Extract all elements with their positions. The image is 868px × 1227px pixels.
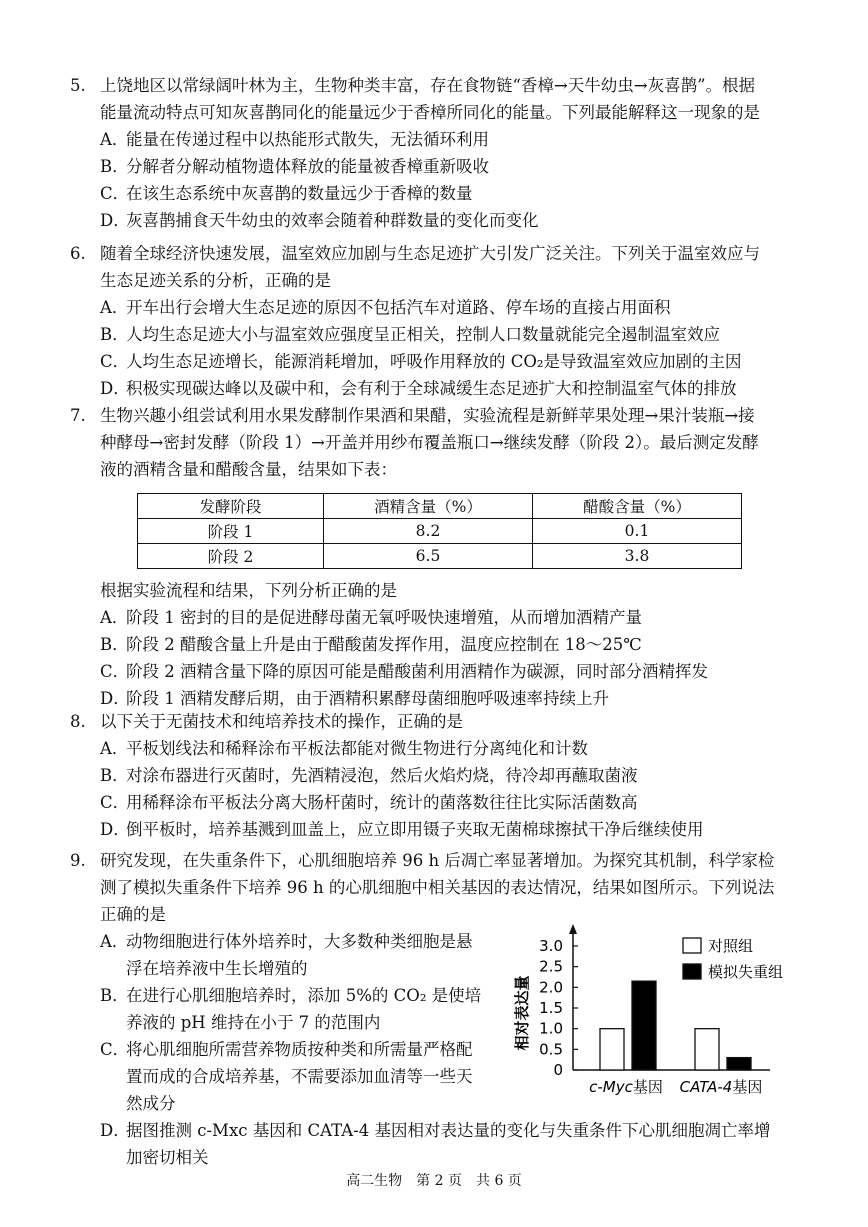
option-a: A．平板划线法和稀释涂布平板法都能对微生物进行分离纯化和计数 <box>100 739 588 758</box>
option-d: D．据图推测 c-Mxc 基因和 CATA-4 基因相对表达量的变化与失重条件下心肌细胞凋亡率增 <box>100 1121 771 1140</box>
option-d: D．阶段 1 酒精发酵后期，由于酒精积累酵母菌细胞呼吸速率持续上升 <box>100 689 609 708</box>
question-8 <box>70 708 810 843</box>
gene-name: CATA-4 <box>679 1078 733 1096</box>
gene-suffix: 基因 <box>732 1078 763 1096</box>
question-9-stem-line-2: 测了模拟失重条件下培养 96 h 的心肌细胞中相关基因的表达情况，结果如图所示。下列说法 <box>100 878 775 897</box>
bar <box>632 981 656 1070</box>
option-c: C．人均生态足迹增长，能源消耗增加，呼吸作用释放的 CO₂是导致温室效应加剧的主因 <box>100 352 742 371</box>
question-9-stem-line-1: 9. 研究发现，在失重条件下，心肌细胞培养 96 h 后凋亡率显著增加。为探究其机制，科学家检 <box>70 851 775 870</box>
table-header: 醋酸含量（%） <box>533 494 742 519</box>
gene-expression-bar-chart <box>505 918 810 1108</box>
question-5 <box>70 72 810 234</box>
option-d: D．倒平板时，培养基溅到皿盖上，应立即用镊子夹取无菌棉球擦拭干净后继续使用 <box>100 820 704 839</box>
x-tick-label <box>589 1078 663 1096</box>
fermentation-table <box>137 493 742 569</box>
gene-suffix: 基因 <box>632 1078 663 1096</box>
option-c: C．将心肌细胞所需营养物质按种类和所需量严格配 <box>100 1040 473 1059</box>
option-d: D．积极实现碳达峰以及碳中和，会有利于全球减缓生态足迹扩大和控制温室气体的排放 <box>100 379 737 398</box>
question-9-stem-line-3: 正确的是 <box>100 905 166 924</box>
question-7 <box>70 402 810 483</box>
table-cell: 0.1 <box>533 519 742 544</box>
option-c-cont: 然成分 <box>126 1094 176 1113</box>
option-b-cont: 养液的 pH 维持在小于 7 的范围内 <box>126 1013 381 1032</box>
table-row <box>138 544 742 569</box>
legend-label: 对照组 <box>708 937 754 955</box>
question-6-stem-line-2: 生态足迹关系的分析，正确的是 <box>100 271 331 290</box>
question-5-stem-line-1: 5. 上饶地区以常绿阔叶林为主，生物种类丰富，存在食物链“香樟→天牛幼虫→灰喜鹊”。根据 <box>70 72 810 99</box>
bar <box>727 1058 751 1070</box>
y-tick-label: 0.5 <box>539 1040 563 1059</box>
question-number: 5. <box>70 76 86 95</box>
legend-swatch <box>683 938 701 953</box>
option-c-cont: 置而成的合成培养基，不需要添加血清等一些天 <box>126 1067 473 1086</box>
question-8-stem-line-1: 8. 以下关于无菌技术和纯培养技术的操作，正确的是 <box>70 712 463 731</box>
option-b: B．在进行心肌细胞培养时，添加 5%的 CO₂ 是使培 <box>100 986 482 1005</box>
page-footer: 高二生物 第 2 页 共 6 页 <box>346 1173 522 1189</box>
option-a: A．能量在传递过程中以热能形式散失，无法循环利用 <box>100 130 489 149</box>
table-cell: 阶段 1 <box>138 519 324 544</box>
question-7-stem-line-2: 种酵母→密封发酵（阶段 1）→开盖并用纱布覆盖瓶口→继续发酵（阶段 2）。最后测定发酵 <box>100 433 759 452</box>
y-tick-label: 3.0 <box>539 937 563 955</box>
legend <box>683 937 783 981</box>
option-c: C．在该生态系统中灰喜鹊的数量远少于香樟的数量 <box>100 184 473 203</box>
option-a: A．阶段 1 密封的目的是促进酵母菌无氧呼吸快速增殖，从而增加酒精产量 <box>100 608 642 627</box>
question-6 <box>70 240 810 402</box>
y-axis-label: 相对表达量 <box>513 975 531 1051</box>
table-row <box>138 519 742 544</box>
table-cell: 6.5 <box>324 544 533 569</box>
y-tick-label: 1.5 <box>539 999 563 1017</box>
option-c: C．阶段 2 酒精含量下降的原因可能是醋酸菌利用酒精作为碳源，同时部分酒精挥发 <box>100 662 708 681</box>
gene-name: c-Myc <box>589 1078 633 1096</box>
legend-swatch <box>683 964 701 979</box>
option-b: B．对涂布器进行灭菌时，先酒精浸泡，然后火焰灼烧，待冷却再蘸取菌液 <box>100 766 638 785</box>
question-7-after-table: 根据实验流程和结果，下列分析正确的是 <box>100 581 397 600</box>
question-7-stem-line-3: 液的酒精含量和醋酸含量，结果如下表： <box>100 460 397 479</box>
bar <box>695 1029 719 1070</box>
bars <box>600 981 751 1070</box>
option-a: A．开车出行会增大生态足迹的原因不包括汽车对道路、停车场的直接占用面积 <box>100 298 671 317</box>
table-cell: 3.8 <box>533 544 742 569</box>
legend-label: 模拟失重组 <box>708 963 784 981</box>
y-axis-arrow <box>569 924 577 934</box>
question-5-stem-line-2: 能量流动特点可知灰喜鹊同化的能量远少于香樟所同化的能量。下列最能解释这一现象的是 <box>100 103 760 122</box>
bar <box>600 1029 624 1070</box>
option-b: B．阶段 2 醋酸含量上升是由于醋酸菌发挥作用，温度应控制在 18～25℃ <box>100 635 642 654</box>
table-header-row <box>138 494 742 519</box>
option-d: D．灰喜鹊捕食天牛幼虫的效率会随着种群数量的变化而变化 <box>100 211 539 230</box>
x-tick-label <box>680 1078 763 1096</box>
y-tick-label: 0 <box>553 1061 563 1079</box>
option-d-cont: 加密切相关 <box>126 1148 209 1167</box>
option-a: A．动物细胞进行体外培养时，大多数种类细胞是悬 <box>100 932 473 951</box>
question-6-stem-line-1: 6. 随着全球经济快速发展，温室效应加剧与生态足迹扩大引发广泛关注。下列关于温室效应与 <box>70 244 760 263</box>
y-tick-label: 1.0 <box>539 1019 563 1038</box>
option-c: C．用稀释涂布平板法分离大肠杆菌时，统计的菌落数往往比实际活菌数高 <box>100 793 638 812</box>
table-header: 酒精含量（%） <box>324 494 533 519</box>
table-cell: 8.2 <box>324 519 533 544</box>
y-tick-label: 2.0 <box>539 978 563 997</box>
question-7-options <box>70 577 810 712</box>
y-tick-label: 2.5 <box>539 957 563 976</box>
option-b: B．人均生态足迹大小与温室效应强度呈正相关，控制人口数量就能完全遏制温室效应 <box>100 325 720 344</box>
table-header: 发酵阶段 <box>138 494 324 519</box>
table-cell: 阶段 2 <box>138 544 324 569</box>
option-a-cont: 浮在培养液中生长增殖的 <box>126 959 308 978</box>
option-b: B．分解者分解动植物遗体释放的能量被香樟重新吸收 <box>100 157 489 176</box>
question-7-stem-line-1: 7. 生物兴趣小组尝试利用水果发酵制作果酒和果醋，实验流程是新鲜苹果处理→果汁装瓶→接 <box>70 406 755 425</box>
